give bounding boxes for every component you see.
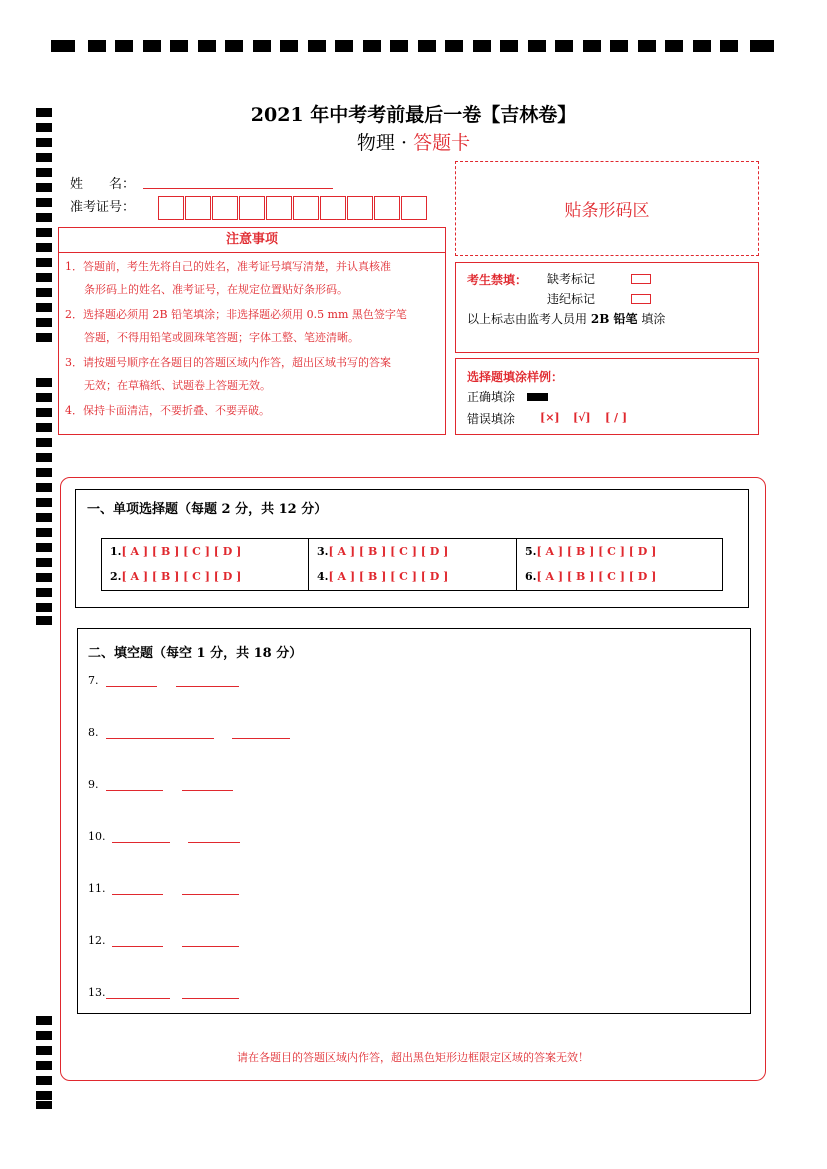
- barcode-area: [455, 161, 759, 256]
- mc-question[interactable]: [317, 570, 448, 583]
- prohibited-title: 考生禁填：: [467, 273, 528, 287]
- timing-mark: [36, 288, 52, 297]
- mc-question[interactable]: [525, 545, 656, 558]
- timing-mark: [36, 168, 52, 177]
- mc-question[interactable]: [110, 570, 241, 583]
- fill-number: 12.: [88, 934, 106, 947]
- id-digit-box[interactable]: [401, 196, 427, 220]
- fill-blank[interactable]: [112, 946, 163, 947]
- barcode-label: 贴条形码区: [564, 201, 650, 221]
- timing-mark: [36, 558, 52, 567]
- subject-label: 物理: [356, 132, 395, 154]
- fill-example-box: [455, 358, 759, 435]
- timing-mark: [693, 40, 711, 52]
- timing-mark: [36, 183, 52, 192]
- page-subtitle: [0, 128, 827, 155]
- timing-mark: [36, 1031, 52, 1040]
- mc-options[interactable]: [ A ] [ B ] [ C ] [ D ]: [328, 570, 449, 583]
- correct-fill-mark: [527, 393, 548, 401]
- mc-divider: [516, 539, 517, 590]
- fill-number: 8.: [88, 726, 99, 739]
- violation-mark-box[interactable]: [631, 294, 651, 304]
- notice-item: 2．选择题必须用 2B 铅笔填涂；非选择题必须用 0.5 mm 黑色签字笔: [65, 308, 407, 321]
- wrong-mark-cross: [×]: [540, 411, 560, 424]
- absent-mark-box[interactable]: [631, 274, 651, 284]
- timing-mark: [36, 378, 52, 387]
- mc-options[interactable]: [ A ] [ B ] [ C ] [ D ]: [121, 570, 242, 583]
- mc-number: 5.: [525, 545, 537, 558]
- fill-number: 9.: [88, 778, 99, 791]
- timing-mark: [555, 40, 573, 52]
- notice-item: 4．保持卡面清洁，不要折叠、不要弄破。: [65, 404, 270, 417]
- note-prefix: 以上标志由监考人员用: [467, 312, 588, 326]
- note-suffix: 填涂: [641, 312, 666, 326]
- id-digit-box[interactable]: [293, 196, 319, 220]
- timing-mark: [225, 40, 243, 52]
- id-digit-box[interactable]: [374, 196, 400, 220]
- timing-mark: [390, 40, 408, 52]
- name-label: 姓 名：: [70, 177, 136, 192]
- timing-mark: [36, 543, 52, 552]
- fill-blank[interactable]: [182, 998, 239, 999]
- id-digit-box[interactable]: [320, 196, 346, 220]
- answer-card-label: 答题卡: [413, 132, 471, 154]
- fill-blank[interactable]: [182, 946, 239, 947]
- section2-title: 二、填空题（每空 1 分，共 18 分）: [88, 646, 303, 661]
- mc-options[interactable]: [ A ] [ B ] [ C ] [ D ]: [536, 545, 657, 558]
- timing-mark: [36, 603, 52, 612]
- timing-mark: [36, 468, 52, 477]
- timing-mark: [36, 1061, 52, 1070]
- mc-options[interactable]: [ A ] [ B ] [ C ] [ D ]: [121, 545, 242, 558]
- fill-number: 13.: [88, 986, 106, 999]
- subtitle-dot: ·: [400, 132, 408, 154]
- timing-mark: [36, 318, 52, 327]
- id-digit-box[interactable]: [158, 196, 184, 220]
- name-input-line[interactable]: [143, 188, 333, 189]
- fill-blank[interactable]: [106, 738, 214, 739]
- fill-number: 10.: [88, 830, 106, 843]
- section1-title: 一、单项选择题（每题 2 分，共 12 分）: [87, 502, 328, 517]
- notice-item: 条形码上的姓名、准考证号，在规定位置贴好条形码。: [84, 283, 348, 296]
- timing-mark: [473, 40, 491, 52]
- timing-mark: [51, 40, 75, 52]
- timing-mark: [36, 453, 52, 462]
- timing-mark: [198, 40, 216, 52]
- wrong-mark-slash: [ / ]: [605, 411, 628, 424]
- mc-question[interactable]: [525, 570, 656, 583]
- timing-mark: [36, 303, 52, 312]
- fill-number: 11.: [88, 882, 106, 895]
- timing-mark: [36, 243, 52, 252]
- notice-box: [58, 227, 446, 435]
- timing-mark: [610, 40, 628, 52]
- fill-example-title: 选择题填涂样例：: [467, 370, 564, 384]
- timing-mark: [36, 1076, 52, 1085]
- timing-mark: [720, 40, 738, 52]
- timing-mark: [170, 40, 188, 52]
- mc-options[interactable]: [ A ] [ B ] [ C ] [ D ]: [536, 570, 657, 583]
- timing-mark: [36, 588, 52, 597]
- fill-blank[interactable]: [106, 686, 157, 687]
- mc-question[interactable]: [110, 545, 241, 558]
- timing-mark: [36, 1046, 52, 1055]
- fill-blank[interactable]: [112, 894, 163, 895]
- timing-mark: [638, 40, 656, 52]
- id-digit-box[interactable]: [185, 196, 211, 220]
- timing-mark: [280, 40, 298, 52]
- mc-question[interactable]: [317, 545, 448, 558]
- timing-mark: [36, 573, 52, 582]
- fill-blank[interactable]: [232, 738, 290, 739]
- fill-blank[interactable]: [176, 686, 239, 687]
- timing-mark: [36, 498, 52, 507]
- timing-mark: [253, 40, 271, 52]
- id-digit-box[interactable]: [239, 196, 265, 220]
- mc-divider: [308, 539, 309, 590]
- timing-mark: [418, 40, 436, 52]
- mc-number: 2.: [110, 570, 122, 583]
- wrong-mark-check: [√]: [573, 411, 591, 424]
- timing-mark: [583, 40, 601, 52]
- timing-mark: [36, 513, 52, 522]
- timing-mark: [36, 616, 52, 625]
- timing-mark: [665, 40, 683, 52]
- notice-item: 1．答题前，考生先将自己的姓名，准考证号填写清楚，并认真核准: [65, 260, 391, 273]
- mc-number: 6.: [525, 570, 537, 583]
- mc-number: 3.: [317, 545, 329, 558]
- timing-mark: [528, 40, 546, 52]
- notice-title: 注意事项: [59, 228, 445, 253]
- fill-blank[interactable]: [188, 842, 240, 843]
- timing-mark: [750, 40, 774, 52]
- timing-mark: [36, 483, 52, 492]
- wrong-fill-label: 错误填涂: [467, 412, 516, 426]
- timing-mark: [88, 40, 106, 52]
- fill-blank[interactable]: [106, 790, 163, 791]
- timing-mark: [36, 1101, 52, 1109]
- timing-mark: [36, 1016, 52, 1025]
- mc-table: [101, 538, 723, 591]
- timing-mark: [36, 258, 52, 267]
- timing-mark: [36, 333, 52, 342]
- absent-label: 缺考标记: [547, 272, 596, 286]
- mc-number: 4.: [317, 570, 329, 583]
- fill-blank[interactable]: [182, 790, 233, 791]
- timing-mark: [500, 40, 518, 52]
- timing-mark: [445, 40, 463, 52]
- note-bold: 2B 铅笔: [590, 312, 638, 326]
- fill-number: 7.: [88, 674, 99, 687]
- mc-number: 1.: [110, 545, 122, 558]
- page-title: 2021 年中考考前最后一卷【吉林卷】: [250, 104, 577, 126]
- timing-mark: [363, 40, 381, 52]
- id-digit-box[interactable]: [347, 196, 373, 220]
- id-digit-box[interactable]: [212, 196, 238, 220]
- prohibited-box: [455, 262, 759, 353]
- timing-mark: [36, 438, 52, 447]
- timing-mark: [36, 228, 52, 237]
- notice-item: 3．请按题号顺序在各题目的答题区域内作答，超出区域书写的答案: [65, 356, 391, 369]
- timing-mark: [36, 273, 52, 282]
- timing-mark: [143, 40, 161, 52]
- id-label: 准考证号：: [70, 200, 136, 215]
- timing-mark: [36, 393, 52, 402]
- notice-item: 答题，不得用铅笔或圆珠笔答题；字体工整、笔迹清晰。: [84, 331, 359, 344]
- timing-mark: [36, 408, 52, 417]
- timing-mark: [115, 40, 133, 52]
- prohibited-note: [467, 310, 665, 327]
- violation-label: 违纪标记: [547, 292, 596, 306]
- timing-mark: [36, 528, 52, 537]
- section1-box: [75, 489, 749, 608]
- fill-blank[interactable]: [182, 894, 239, 895]
- fill-blank[interactable]: [106, 998, 170, 999]
- timing-mark: [335, 40, 353, 52]
- correct-fill-label: 正确填涂: [467, 390, 516, 404]
- timing-mark: [36, 198, 52, 207]
- timing-mark: [36, 213, 52, 222]
- timing-mark: [36, 1091, 52, 1100]
- fill-blank[interactable]: [112, 842, 170, 843]
- footer-note: 请在各题目的答题区域内作答，超出黑色矩形边框限定区域的答案无效！: [237, 1051, 589, 1064]
- timing-mark: [308, 40, 326, 52]
- id-digit-box[interactable]: [266, 196, 292, 220]
- notice-item: 无效；在草稿纸、试题卷上答题无效。: [84, 379, 271, 392]
- section2-box: [77, 628, 751, 1014]
- mc-options[interactable]: [ A ] [ B ] [ C ] [ D ]: [328, 545, 449, 558]
- timing-mark: [36, 423, 52, 432]
